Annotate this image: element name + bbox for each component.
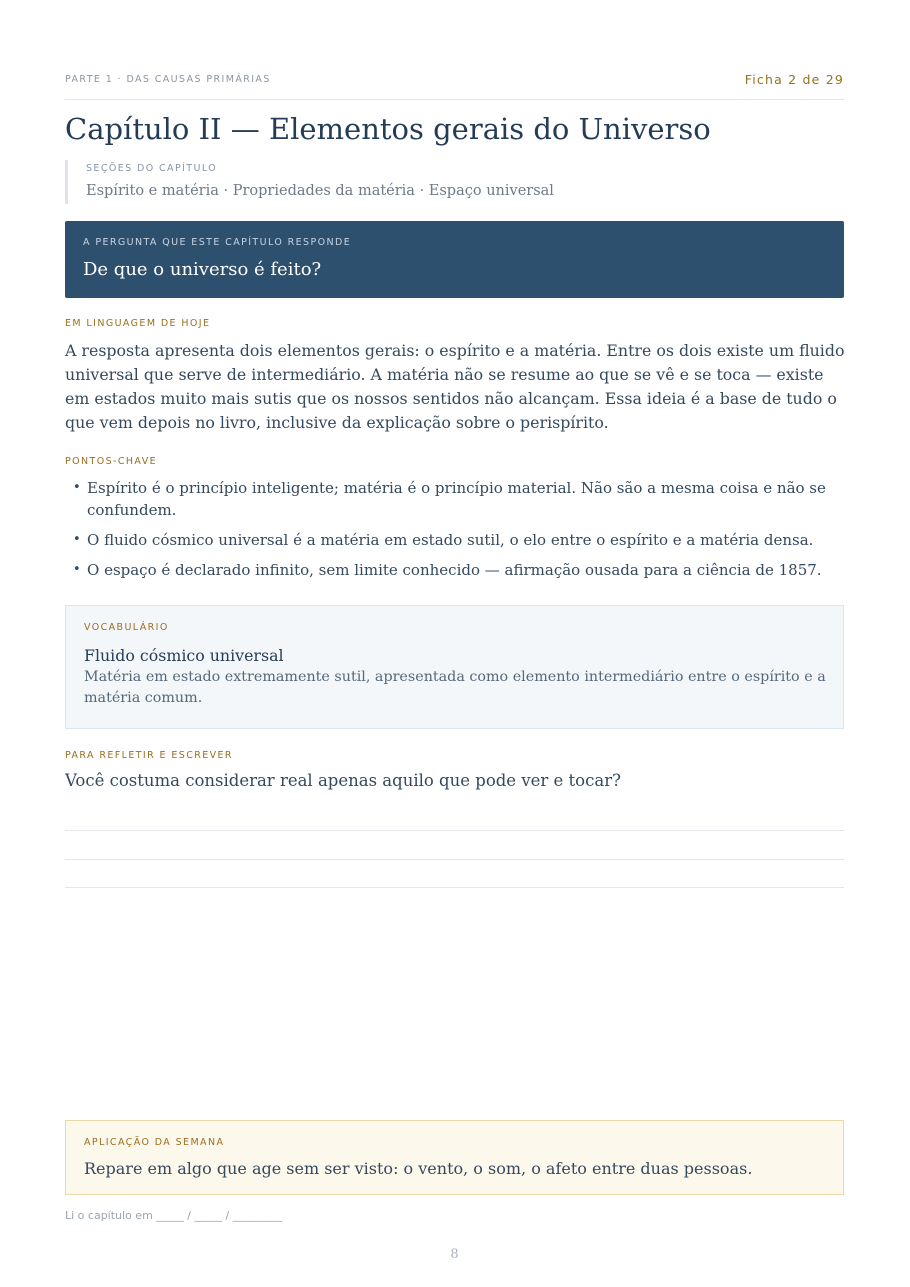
modern-language-heading: EM LINGUAGEM DE HOJE	[65, 318, 211, 329]
vocabulary-label: VOCABULÁRIO	[84, 622, 169, 633]
chapter-sections	[65, 160, 554, 204]
reflection-heading: PARA REFLETIR E ESCREVER	[65, 750, 233, 761]
writing-line[interactable]	[65, 830, 844, 831]
key-point-item	[65, 559, 844, 581]
key-point-text: Espírito é o princípio inteligente; matéria é o princípio material. Não são a mesma coisa e não se confundem.	[87, 479, 826, 519]
bullet-icon: •	[73, 480, 81, 495]
question-text: De que o universo é feito?	[83, 259, 322, 280]
vocabulary-definition: Matéria em estado extremamente sutil, apresentada como elemento intermediário entre o espírito e a matéria comum.	[84, 669, 826, 706]
part-label: PARTE 1 · DAS CAUSAS PRIMÁRIAS	[65, 74, 271, 85]
key-point-text: O espaço é declarado infinito, sem limite conhecido — afirmação ousada para a ciência de 1857.	[87, 561, 822, 579]
read-date-field[interactable]: Li o capítulo em _____ / _____ / _________	[65, 1209, 283, 1222]
question-label: A PERGUNTA QUE ESTE CAPÍTULO RESPONDE	[83, 237, 352, 248]
application-label: APLICAÇÃO DA SEMANA	[84, 1137, 225, 1148]
reflection-question: Você costuma considerar real apenas aquilo que pode ver e tocar?	[65, 771, 621, 790]
key-point-item	[65, 477, 844, 521]
sections-label: SEÇÕES DO CAPÍTULO	[86, 163, 218, 174]
application-text: Repare em algo que age sem ser visto: o vento, o som, o afeto entre duas pessoas.	[84, 1159, 753, 1178]
running-header	[65, 73, 844, 100]
writing-line[interactable]	[65, 859, 844, 860]
key-points-list	[65, 477, 844, 589]
key-point-text: O fluido cósmico universal é a matéria em estado sutil, o elo entre o espírito e a matéria densa.	[87, 531, 814, 549]
sheet-counter: Ficha 2 de 29	[744, 72, 844, 87]
key-points-heading: PONTOS-CHAVE	[65, 456, 158, 467]
modern-language-paragraph: A resposta apresenta dois elementos gerais: o espírito e a matéria. Entre os dois existe um fluido universal que serve de intermediário. A matéria não se resume ao que se vê e se toca — existe em estados muito mais sutis que os nossos sentidos não alcançam. Essa ideia é a base de tudo o que vem depois no livro, inclusive da explicação sobre o perispírito.	[65, 341, 845, 432]
chapter-title: Capítulo II — Elementos gerais do Universo	[65, 112, 711, 146]
bullet-icon: •	[73, 562, 81, 577]
application-box	[65, 1120, 844, 1195]
vocabulary-box	[65, 605, 844, 729]
chapter-question-box	[65, 221, 844, 298]
writing-line[interactable]	[65, 887, 844, 888]
sections-list: Espírito e matéria · Propriedades da matéria · Espaço universal	[86, 183, 554, 199]
vocabulary-term: Fluido cósmico universal	[84, 646, 284, 665]
page	[65, 0, 844, 1287]
page-number: 8	[450, 1247, 459, 1262]
key-point-item	[65, 529, 844, 551]
bullet-icon: •	[73, 532, 81, 547]
